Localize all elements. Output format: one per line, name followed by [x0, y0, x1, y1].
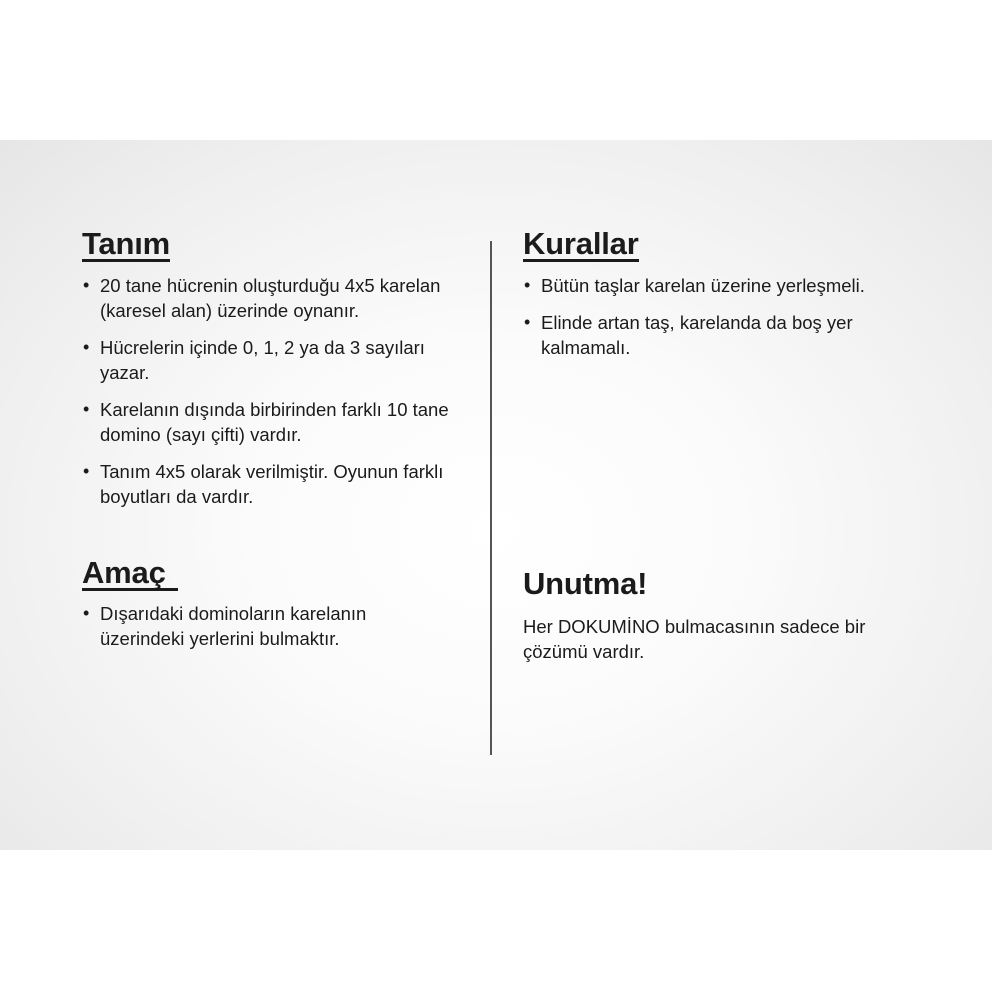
section-title-tanim [82, 226, 170, 262]
list-item [82, 601, 417, 651]
amac-list [82, 601, 417, 663]
bullet-icon: • [524, 275, 531, 295]
section-title-unutma-text: Unutma! [523, 566, 648, 601]
rules-card [0, 140, 992, 850]
bullet-icon: • [83, 337, 90, 357]
list-item-text: 20 tane hücrenin oluşturduğu 4x5 karelan (karesel alan) üzerinde oynanır. [100, 275, 441, 321]
bullet-icon: • [83, 603, 90, 623]
tanim-list [82, 273, 452, 521]
list-item [82, 273, 452, 323]
list-item [523, 273, 903, 298]
list-item [523, 310, 903, 360]
list-item-text: Elinde artan taş, karelanda da boş yer kalmamalı. [541, 312, 853, 358]
bullet-icon: • [83, 399, 90, 419]
bullet-icon: • [83, 275, 90, 295]
bullet-icon: • [524, 312, 531, 332]
list-item-text: Bütün taşlar karelan üzerine yerleşmeli. [541, 275, 865, 296]
unutma-text: Her DOKUMİNO bulmacasının sadece bir çözümü vardır. [523, 616, 866, 662]
list-item [82, 459, 452, 509]
column-divider [490, 241, 492, 755]
list-item-text: Dışarıdaki dominoların karelanın üzerindeki yerlerini bulmaktır. [100, 603, 367, 649]
bullet-icon: • [83, 461, 90, 481]
list-item-text: Tanım 4x5 olarak verilmiştir. Oyunun farklı boyutları da vardır. [100, 461, 444, 507]
list-item [82, 397, 452, 447]
list-item-text: Hücrelerin içinde 0, 1, 2 ya da 3 sayıları yazar. [100, 337, 425, 383]
section-title-tanim-text: Tanım [82, 226, 170, 261]
section-title-unutma [523, 566, 647, 602]
section-title-amac-text: Amaç [82, 558, 178, 591]
section-title-kurallar [523, 226, 639, 262]
kurallar-list [523, 273, 903, 372]
list-item [82, 335, 452, 385]
list-item-text: Karelanın dışında birbirinden farklı 10 tane domino (sayı çifti) vardır. [100, 399, 449, 445]
section-title-kurallar-text: Kurallar [523, 226, 639, 261]
section-title-amac [82, 555, 178, 591]
